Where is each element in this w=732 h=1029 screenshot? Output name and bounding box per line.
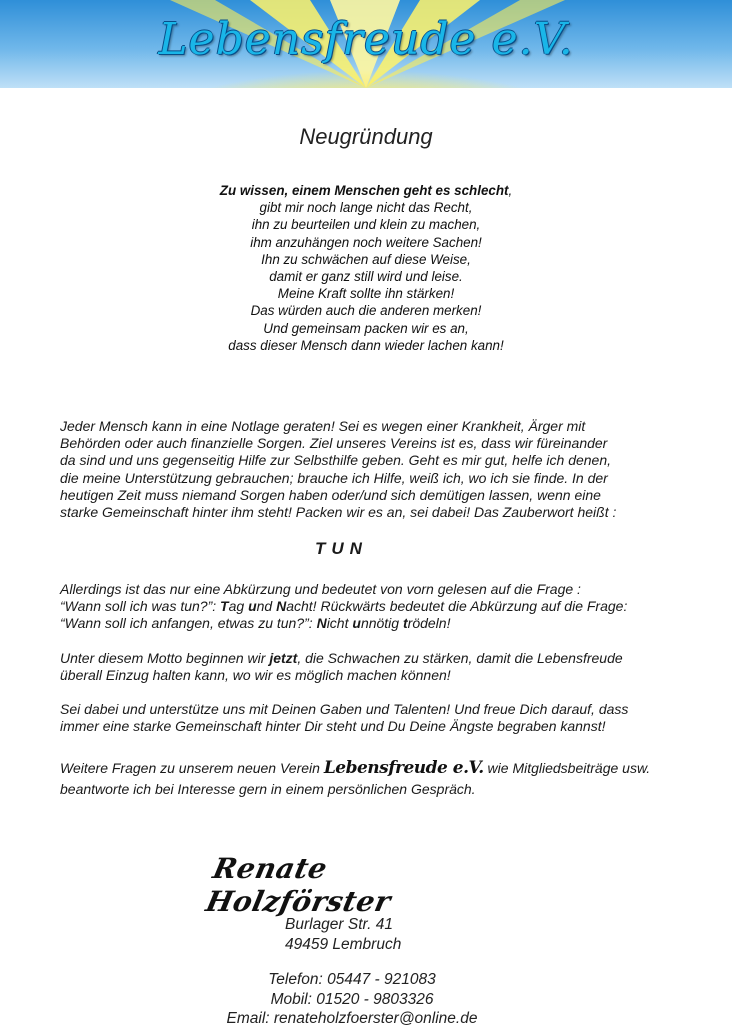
contact-email: Email: renateholzfoerster@online.de (226, 1010, 478, 1027)
address-street: Burlager Str. 41 (285, 916, 393, 933)
bold-letter: N (316, 615, 327, 632)
text-line: immer eine starke Gemeinschaft hinter Dir steht und Du Deine Ängste begraben kannst! (60, 718, 606, 735)
text-line: Jeder Mensch kann in eine Notlage geraten! Sei es wegen einer Krankheit, Ärger mit (60, 418, 586, 434)
contact-phone: Telefon: 05447 - 921083 (268, 971, 436, 988)
paragraph-abbreviation (60, 581, 700, 633)
text-span: acht! Rückwärts bedeutet die Abkürzung auf die Frage: (286, 598, 628, 615)
paragraph-join (60, 701, 700, 735)
poem-line: dass dieser Mensch dann wieder lachen kann! (228, 337, 504, 353)
text-line (60, 650, 700, 667)
text-span: “Wann soll ich anfangen, etwas zu tun?”: (60, 615, 317, 632)
text-line (60, 598, 700, 615)
logo-text: Lebensfreude e.V. (158, 14, 574, 65)
text-line: starke Gemeinschaft hinter ihm steht! Packen wir es an, sei dabei! Das Zauberwort heißt : (60, 504, 617, 521)
poem-line: gibt mir noch lange nicht das Recht, (259, 200, 473, 216)
contact-mobile: Mobil: 01520 - 9803326 (270, 990, 434, 1008)
text-span: nnötig (360, 615, 403, 632)
paragraph-intro (60, 418, 700, 521)
bold-letter: N (276, 598, 287, 615)
header-banner (0, 0, 732, 88)
bold-word: jetzt (269, 650, 298, 666)
poem-line: ihm anzuhängen noch weitere Sachen! (250, 234, 482, 250)
text-span: Unter diesem Motto beginnen wir (60, 650, 270, 666)
poem-first-line-bold: Zu wissen, einem Menschen geht es schlecht (219, 183, 509, 198)
text-span: , die Schwachen zu stärken, damit die Lebensfreude (297, 650, 623, 666)
text-line (60, 760, 700, 777)
text-line: Allerdings ist das nur eine Abkürzung und bedeutet von vorn gelesen auf die Frage : (60, 581, 581, 597)
text-line: Sei dabei und unterstütze uns mit Deinen Gaben und Talenten! Und freue Dich darauf, dass (60, 701, 629, 717)
text-span: nd (256, 598, 277, 615)
contact-block (0, 970, 704, 1029)
paragraph-questions (60, 760, 700, 798)
club-name: Lebensfreude e.V. (323, 758, 484, 778)
poem-first-line-end: , (508, 183, 513, 198)
bold-letter: t (402, 615, 408, 632)
poem-line: Meine Kraft sollte ihn stärken! (277, 286, 455, 302)
page-title: Neugründung (299, 124, 433, 149)
signature: Renate Holzförster (202, 852, 394, 918)
text-line: beantworte ich bei Interesse gern in einem persönlichen Gespräch. (60, 781, 476, 798)
text-span: icht (326, 615, 353, 632)
bold-letter: u (352, 615, 361, 632)
poem-line: Und gemeinsam packen wir es an, (263, 320, 469, 336)
text-line: heutigen Zeit muss niemand Sorgen haben oder/und sich demütigen lassen, wenn eine (60, 486, 601, 503)
poem-line: Ihn zu schwächen auf diese Weise, (261, 251, 471, 267)
text-span: wie Mitgliedsbeiträge usw. (483, 760, 651, 776)
text-line: Behörden oder auch finanzielle Sorgen. Ziel unseres Vereins ist es, dass wir füreinander (60, 435, 608, 452)
poem-line (0, 182, 732, 199)
text-line: überall Einzug halten kann, wo wir es möglich machen können! (60, 667, 451, 684)
text-span: rödeln! (407, 615, 451, 632)
tun-heading: TUN (315, 539, 368, 558)
poem-line: ihn zu beurteilen und klein zu machen, (251, 217, 481, 233)
text-span: Weitere Fragen zu unserem neuen Verein (60, 760, 324, 776)
text-span: ag (228, 598, 249, 615)
poem-line: damit er ganz still wird und leise. (269, 269, 463, 285)
address-city: 49459 Lembruch (285, 935, 402, 953)
address-block (285, 915, 401, 954)
text-span: “Wann soll ich was tun?”: (60, 598, 221, 615)
bold-letter: u (248, 598, 257, 615)
text-line: da sind und uns gegenseitig Hilfe zur Selbsthilfe geben. Geht es mir gut, helfe ich denen, (60, 452, 612, 469)
text-line: die meine Unterstützung gebrauchen; brauche ich Hilfe, weiß ich, wo ich sie finde. In der (60, 469, 608, 486)
poem (0, 182, 732, 354)
bold-letter: T (220, 598, 229, 615)
text-line (60, 615, 700, 632)
poem-line: Das würden auch die anderen merken! (250, 303, 482, 319)
paragraph-motto (60, 650, 700, 684)
